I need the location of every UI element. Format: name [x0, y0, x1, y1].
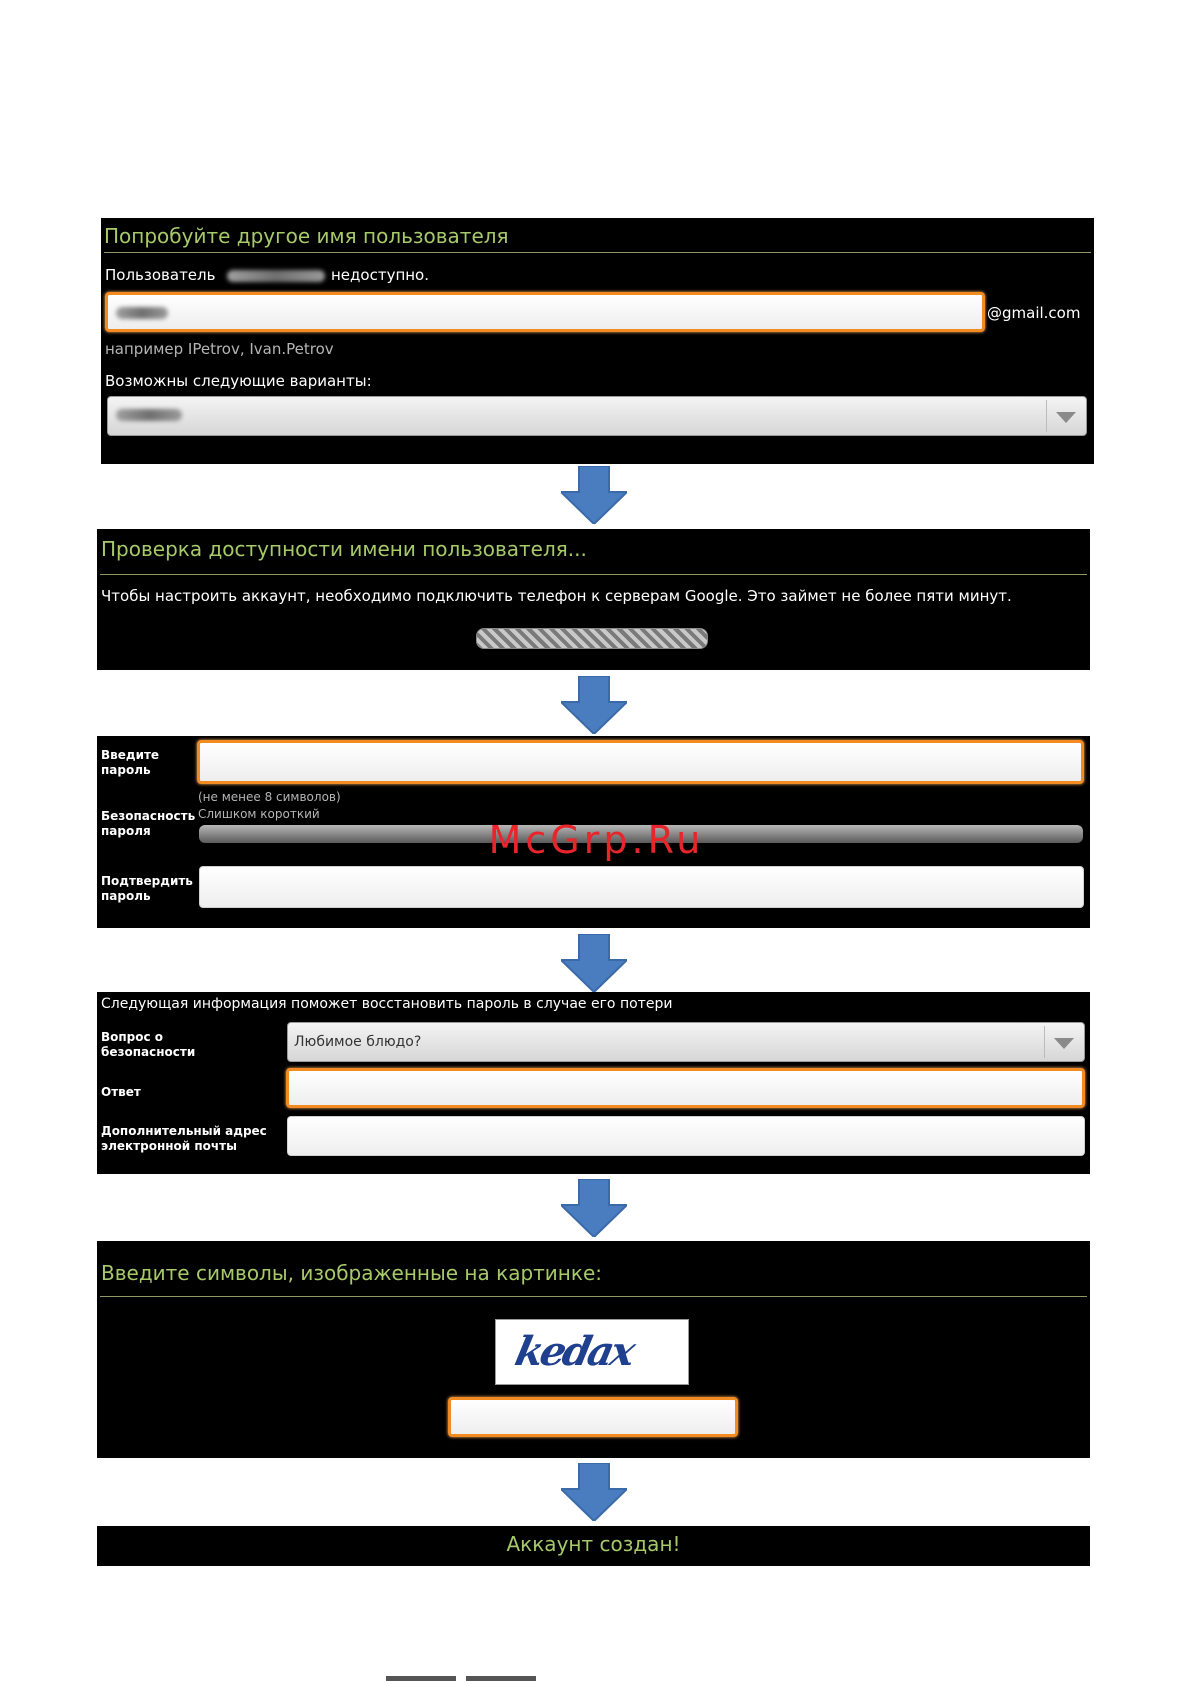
confirm-password-input[interactable]: [199, 866, 1084, 908]
password-label: Введите пароль: [101, 748, 160, 777]
captcha-panel: [97, 1241, 1090, 1458]
bottom-edge-artifact: [386, 1676, 456, 1681]
username-unavailable-suffix: недоступно.: [331, 266, 430, 284]
checking-panel-title: Проверка доступности имени пользователя...: [101, 537, 587, 561]
password-input[interactable]: [197, 740, 1084, 784]
security-question-label: Вопрос о безопасности: [101, 1030, 196, 1059]
blurred-suggestion-value: [116, 409, 182, 421]
recovery-panel: [97, 992, 1090, 1174]
account-created-panel: [97, 1526, 1090, 1566]
down-arrow-icon: [561, 676, 627, 734]
captcha-input[interactable]: [448, 1397, 738, 1437]
checking-panel: [97, 529, 1090, 670]
title-divider: [104, 252, 1091, 253]
username-unavailable-prefix: Пользователь: [105, 266, 216, 284]
down-arrow-icon: [561, 1463, 627, 1521]
down-arrow-icon: [561, 934, 627, 992]
down-arrow-icon: [561, 466, 627, 524]
gmail-domain-suffix: @gmail.com: [987, 304, 1081, 322]
captcha-image: [495, 1319, 689, 1385]
captcha-text: kedax: [511, 1328, 637, 1375]
username-panel: [101, 218, 1094, 464]
account-created-message: Аккаунт создан!: [506, 1532, 681, 1556]
security-question-dropdown[interactable]: [287, 1022, 1085, 1062]
bottom-edge-artifact: [466, 1676, 536, 1681]
blurred-username-value: [116, 307, 168, 319]
username-input[interactable]: [105, 292, 985, 332]
dropdown-separator: [1044, 1026, 1045, 1058]
watermark: McGrp.Ru: [488, 818, 705, 862]
answer-label: Ответ: [101, 1085, 141, 1099]
secondary-email-label: Дополнительный адрес электронной почты: [101, 1124, 267, 1153]
password-strength-label: Безопасность пароля: [101, 809, 196, 838]
recovery-intro: Следующая информация поможет восстановить пароль в случае его потери: [101, 996, 673, 1012]
dropdown-separator: [1046, 400, 1047, 432]
indeterminate-progress-bar: [476, 628, 708, 649]
triangle-down-icon: [1054, 1038, 1074, 1049]
title-divider: [100, 574, 1087, 575]
username-panel-title: Попробуйте другое имя пользователя: [104, 224, 509, 248]
confirm-password-label: Подтвердить пароль: [101, 874, 193, 903]
secondary-email-input[interactable]: [287, 1116, 1085, 1156]
blurred-username: [227, 270, 325, 282]
suggestions-dropdown[interactable]: [107, 396, 1087, 436]
triangle-down-icon: [1056, 412, 1076, 423]
answer-input[interactable]: [286, 1068, 1085, 1108]
title-divider: [100, 1296, 1087, 1297]
suggestions-label: Возможны следующие варианты:: [105, 372, 372, 390]
username-example-hint: например IPetrov, Ivan.Petrov: [105, 340, 334, 358]
password-strength-value: Слишком короткий: [198, 807, 320, 821]
down-arrow-icon: [561, 1179, 627, 1237]
security-question-value: Любимое блюдо?: [294, 1034, 422, 1050]
captcha-panel-title: Введите символы, изображенные на картинке:: [101, 1261, 602, 1285]
checking-message: Чтобы настроить аккаунт, необходимо подключить телефон к серверам Google. Это займет не более пяти минут.: [101, 587, 1012, 605]
password-min-length-hint: (не менее 8 символов): [198, 790, 341, 804]
